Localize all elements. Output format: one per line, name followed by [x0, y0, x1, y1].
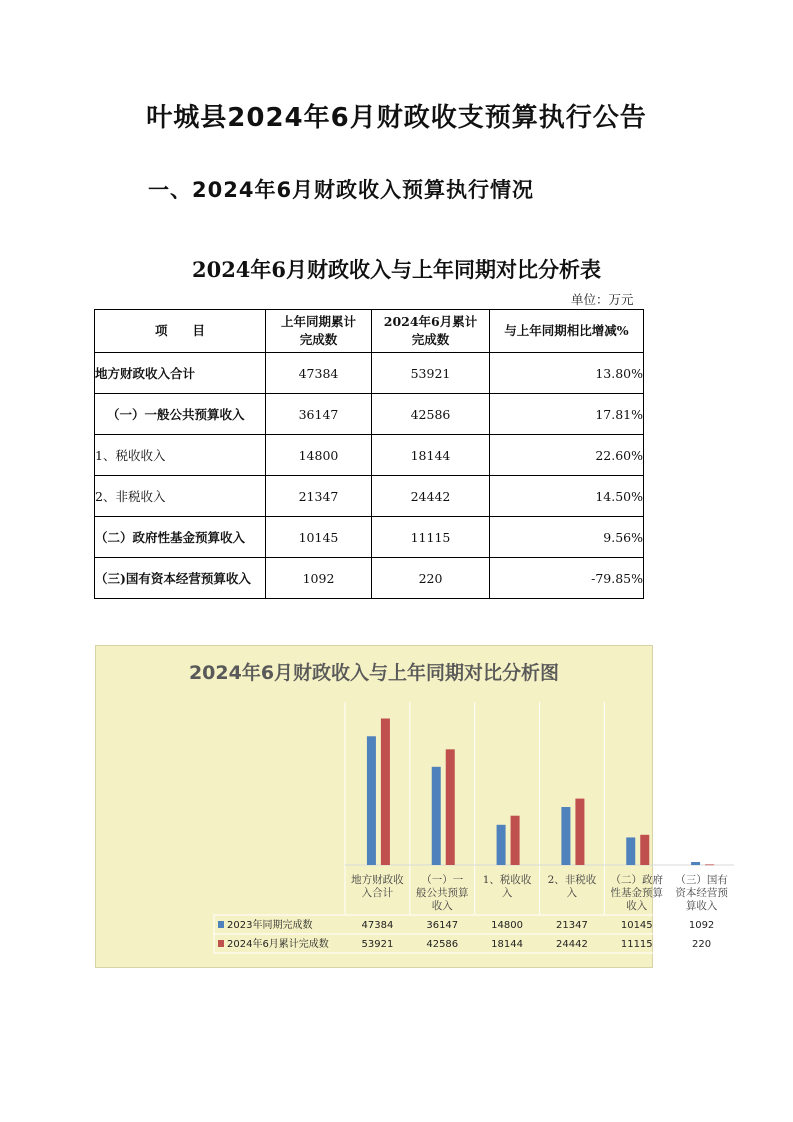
row-change: 13.80% [490, 353, 644, 394]
row-prev: 47384 [266, 353, 372, 394]
x-tick-label: 收入 [626, 900, 648, 912]
row-name: 地方财政收入合计 [95, 353, 266, 394]
chart-container [95, 645, 728, 968]
row-change: 14.50% [490, 476, 644, 517]
revenue-table [94, 309, 644, 599]
table-row [95, 476, 644, 517]
x-tick-label: （三）国有 [675, 874, 728, 886]
table-row [95, 435, 644, 476]
header-prev [266, 310, 372, 353]
chart-title: 2024年6月财政收入与上年同期对比分析图 [188, 662, 560, 684]
section-title: 一、2024年6月财政收入预算执行情况 [148, 178, 535, 202]
data-value-label: 53921 [361, 939, 394, 950]
row-change: -79.85% [490, 558, 644, 599]
row-curr: 24442 [372, 476, 490, 517]
x-tick-label: （一）一 [421, 874, 464, 886]
data-value-label: 42586 [426, 939, 459, 950]
data-value-label: 11115 [620, 939, 653, 950]
bar [640, 835, 649, 865]
header-change: 与上年同期相比增减% [490, 310, 644, 353]
x-tick-label: 入合计 [361, 887, 394, 899]
row-prev: 36147 [266, 394, 372, 435]
x-tick-label: （二）政府 [610, 874, 663, 886]
table-row [95, 394, 644, 435]
row-curr: 42586 [372, 394, 490, 435]
row-change: 22.60% [490, 435, 644, 476]
bar [367, 736, 376, 865]
x-tick-label: 2、非税收 [547, 874, 597, 886]
row-prev: 14800 [266, 435, 372, 476]
legend-label: 2023年同期完成数 [227, 920, 313, 931]
data-value-label: 220 [692, 939, 712, 950]
legend-swatch [218, 921, 224, 928]
x-tick-label: 般公共预算 [416, 887, 469, 899]
row-name: （一）一般公共预算收入 [95, 394, 266, 435]
page-title: 叶城县2024年6月财政收支预算执行公告 [146, 103, 647, 133]
bar [497, 825, 506, 865]
header-curr-line2: 完成数 [411, 332, 450, 347]
x-tick-label: 算收入 [685, 900, 718, 912]
header-prev-line2: 完成数 [299, 332, 338, 347]
x-tick-label: 收入 [431, 900, 453, 912]
x-tick-label: 地方财政收 [351, 874, 404, 886]
row-name: 2、非税收入 [95, 476, 266, 517]
bar [626, 837, 635, 865]
row-change: 17.81% [490, 394, 644, 435]
row-curr: 220 [372, 558, 490, 599]
bar [561, 807, 570, 865]
bar [691, 862, 700, 865]
bar [432, 767, 441, 865]
row-prev: 21347 [266, 476, 372, 517]
unit-label: 单位：万元 [571, 292, 634, 307]
bar [381, 719, 390, 865]
data-value-label: 47384 [361, 920, 394, 931]
x-tick-label: 入 [501, 887, 513, 899]
x-tick-label: 性基金预算 [610, 887, 663, 899]
data-value-label: 36147 [426, 920, 459, 931]
header-prev-line1: 上年同期累计 [280, 314, 356, 329]
bar [705, 864, 714, 865]
header-item: 项 目 [95, 310, 266, 353]
row-change: 9.56% [490, 517, 644, 558]
x-tick-label: 资本经营预 [675, 887, 728, 899]
data-value-label: 24442 [556, 939, 588, 950]
header-curr [372, 310, 490, 353]
bar [511, 816, 520, 865]
row-prev: 1092 [266, 558, 372, 599]
table-header-row [95, 310, 644, 353]
data-value-label: 10145 [620, 920, 653, 931]
data-value-label: 1092 [688, 920, 715, 931]
bar [575, 799, 584, 865]
legend-label: 2024年6月累计完成数 [227, 939, 329, 950]
table-title: 2024年6月财政收入与上年同期对比分析表 [191, 257, 602, 282]
row-name: （二）政府性基金预算收入 [95, 517, 266, 558]
bar [446, 749, 455, 865]
legend-swatch [218, 940, 224, 947]
table-row [95, 353, 644, 394]
x-tick-label: 1、税收收 [482, 874, 532, 886]
table-row [95, 517, 644, 558]
row-curr: 18144 [372, 435, 490, 476]
x-tick-label: 入 [566, 887, 578, 899]
data-value-label: 18144 [491, 939, 523, 950]
row-curr: 11115 [372, 517, 490, 558]
header-curr-line1: 2024年6月累计 [383, 314, 478, 329]
bar-chart [96, 646, 728, 967]
table-row [95, 558, 644, 599]
data-value-label: 14800 [491, 920, 523, 931]
row-name: （三)国有资本经营预算收入 [95, 558, 266, 599]
row-curr: 53921 [372, 353, 490, 394]
row-name: 1、税收收入 [95, 435, 266, 476]
data-value-label: 21347 [556, 920, 588, 931]
row-prev: 10145 [266, 517, 372, 558]
